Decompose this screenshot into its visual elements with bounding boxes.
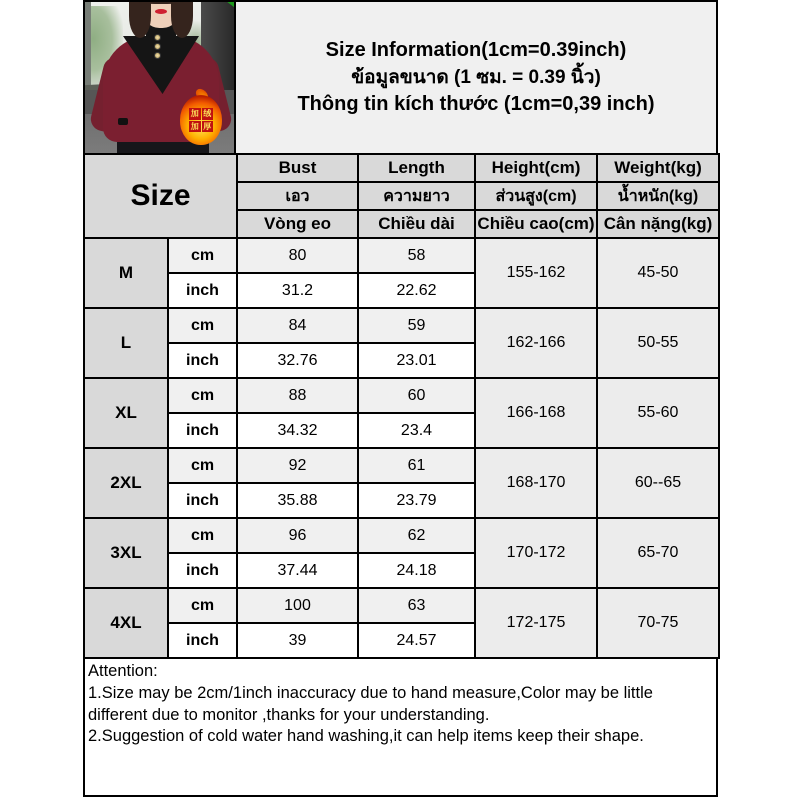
size-label-4xl: 4XL xyxy=(84,588,168,658)
size-label-l: L xyxy=(84,308,168,378)
attention-notes xyxy=(83,659,718,797)
window-frame-edge xyxy=(85,2,91,94)
weight-range-value: 45-50 xyxy=(597,238,719,308)
attention-note-2: 2.Suggestion of cold water hand washing,it can help items keep their shape. xyxy=(88,727,644,746)
unit-cm-label: cm xyxy=(168,588,237,623)
col-header-bust-vi: Vòng eo xyxy=(237,210,358,238)
bust-cm-value: 96 xyxy=(237,518,358,553)
size-label-m: M xyxy=(84,238,168,308)
header-row-en xyxy=(84,154,719,182)
bust-cm-value: 80 xyxy=(237,238,358,273)
height-range-value: 166-168 xyxy=(475,378,597,448)
bust-inch-value: 39 xyxy=(237,623,358,658)
length-cm-value: 59 xyxy=(358,308,475,343)
size-row-xl-cm xyxy=(84,378,719,413)
weight-range-value: 60--65 xyxy=(597,448,719,518)
length-cm-value: 63 xyxy=(358,588,475,623)
bust-inch-value: 34.32 xyxy=(237,413,358,448)
badge-characters xyxy=(189,108,213,132)
col-header-weight-en: Weight(kg) xyxy=(597,154,719,182)
bust-cm-value: 88 xyxy=(237,378,358,413)
bust-cm-value: 92 xyxy=(237,448,358,483)
col-header-height-en: Height(cm) xyxy=(475,154,597,182)
header-row xyxy=(83,0,718,155)
length-cm-value: 60 xyxy=(358,378,475,413)
unit-inch-label: inch xyxy=(168,343,237,378)
button-icon xyxy=(155,53,160,58)
fleece-flame-badge-icon xyxy=(180,95,222,145)
height-range-value: 170-172 xyxy=(475,518,597,588)
col-header-bust-th: เอว xyxy=(237,182,358,210)
size-info-title-block xyxy=(236,0,718,155)
badge-char: 厚 xyxy=(203,121,212,131)
button-icon xyxy=(155,35,160,40)
bust-inch-value: 37.44 xyxy=(237,553,358,588)
weight-range-value: 65-70 xyxy=(597,518,719,588)
height-range-value: 172-175 xyxy=(475,588,597,658)
height-range-value: 155-162 xyxy=(475,238,597,308)
size-row-l-cm xyxy=(84,308,719,343)
weight-range-value: 70-75 xyxy=(597,588,719,658)
unit-inch-label: inch xyxy=(168,553,237,588)
bust-inch-value: 31.2 xyxy=(237,273,358,308)
col-header-length-th: ความยาว xyxy=(358,182,475,210)
length-inch-value: 23.79 xyxy=(358,483,475,518)
size-label-xl: XL xyxy=(84,378,168,448)
unit-cm-label: cm xyxy=(168,308,237,343)
badge-char: 绒 xyxy=(203,109,212,118)
size-label-2xl: 2XL xyxy=(84,448,168,518)
bust-cm-value: 84 xyxy=(237,308,358,343)
title-vietnamese: Thông tin kích thước (1cm=0,39 inch) xyxy=(297,93,655,115)
unit-inch-label: inch xyxy=(168,273,237,308)
unit-cm-label: cm xyxy=(168,518,237,553)
model-lips xyxy=(155,9,167,14)
unit-inch-label: inch xyxy=(168,413,237,448)
length-inch-value: 24.18 xyxy=(358,553,475,588)
unit-inch-label: inch xyxy=(168,483,237,518)
attention-note-1: 1.Size may be 2cm/1inch inaccuracy due to hand measure,Color may be little different due to monitor ,thanks for your understanding. xyxy=(88,683,653,724)
weight-range-value: 50-55 xyxy=(597,308,719,378)
size-row-3xl-cm xyxy=(84,518,719,553)
col-header-bust-en: Bust xyxy=(237,154,358,182)
product-photo xyxy=(83,0,236,155)
unit-cm-label: cm xyxy=(168,448,237,483)
collar-buttons xyxy=(155,35,160,58)
length-inch-value: 24.57 xyxy=(358,623,475,658)
length-inch-value: 22.62 xyxy=(358,273,475,308)
bust-cm-value: 100 xyxy=(237,588,358,623)
unit-inch-label: inch xyxy=(168,623,237,658)
weight-range-value: 55-60 xyxy=(597,378,719,448)
wrist-watch xyxy=(118,118,128,125)
length-cm-value: 58 xyxy=(358,238,475,273)
col-header-height-vi: Chiều cao(cm) xyxy=(475,210,597,238)
col-header-weight-vi: Cân nặng(kg) xyxy=(597,210,719,238)
badge-char: 加 xyxy=(190,109,199,118)
size-row-4xl-cm xyxy=(84,588,719,623)
size-chart-sheet xyxy=(83,0,718,797)
size-label-3xl: 3XL xyxy=(84,518,168,588)
col-header-length-en: Length xyxy=(358,154,475,182)
attention-heading: Attention: xyxy=(88,662,158,680)
length-inch-value: 23.4 xyxy=(358,413,475,448)
height-range-value: 162-166 xyxy=(475,308,597,378)
bust-inch-value: 32.76 xyxy=(237,343,358,378)
size-row-2xl-cm xyxy=(84,448,719,483)
size-table xyxy=(83,153,720,659)
col-header-length-vi: Chiều dài xyxy=(358,210,475,238)
title-english: Size Information(1cm=0.39inch) xyxy=(325,39,627,61)
size-row-m-cm xyxy=(84,238,719,273)
size-header-cell: Size xyxy=(84,154,237,238)
bust-inch-value: 35.88 xyxy=(237,483,358,518)
length-cm-value: 62 xyxy=(358,518,475,553)
length-cm-value: 61 xyxy=(358,448,475,483)
title-thai: ข้อมูลขนาด (1 ซม. = 0.39 นิ้ว) xyxy=(351,67,601,88)
length-inch-value: 23.01 xyxy=(358,343,475,378)
unit-cm-label: cm xyxy=(168,378,237,413)
button-icon xyxy=(155,44,160,49)
badge-char: 加 xyxy=(190,121,199,131)
col-header-weight-th: น้ำหนัก(kg) xyxy=(597,182,719,210)
height-range-value: 168-170 xyxy=(475,448,597,518)
unit-cm-label: cm xyxy=(168,238,237,273)
col-header-height-th: ส่วนสูง(cm) xyxy=(475,182,597,210)
